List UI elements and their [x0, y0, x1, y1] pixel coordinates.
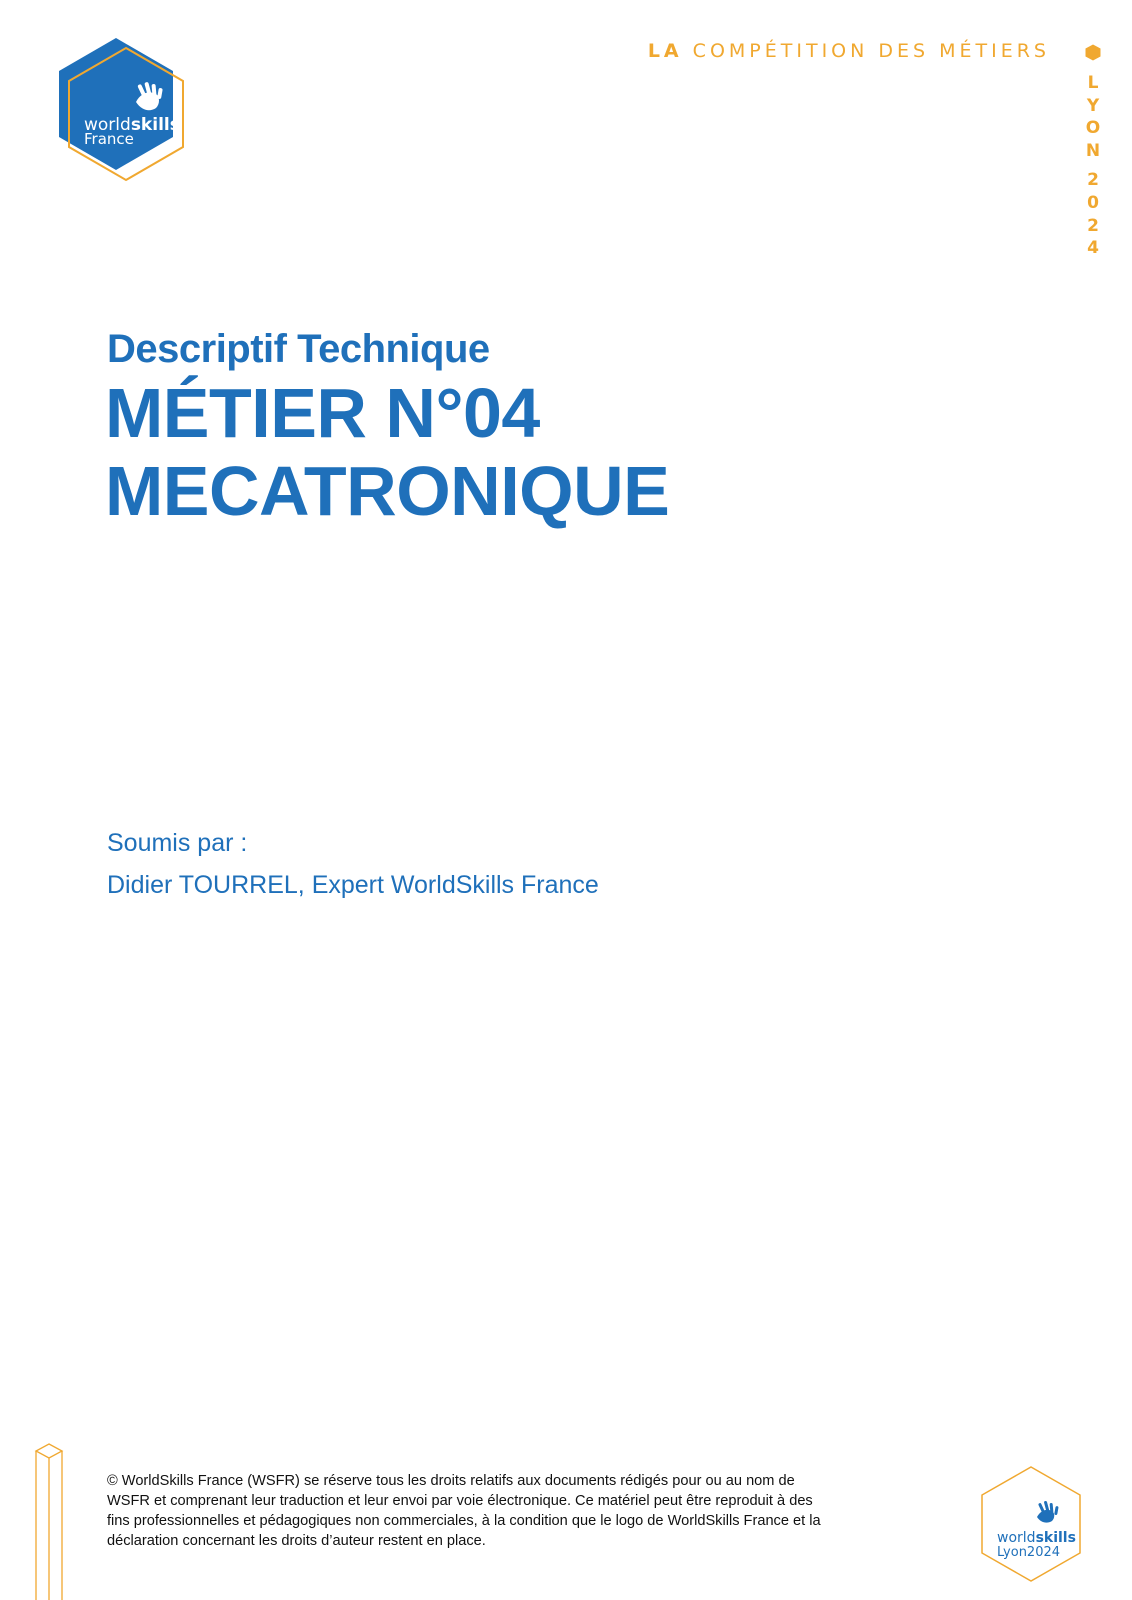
vertical-digit: 2 — [1087, 170, 1099, 191]
svg-text:worldskills — [997, 1530, 1076, 1546]
logo-top-skills: skills — [130, 115, 180, 135]
logo-top-france: France — [84, 130, 134, 148]
vertical-lyon-2024 — [1081, 72, 1105, 260]
copyright-notice: © WorldSkills France (WSFR) se réserve tous les droits relatifs aux documents rédigés pour ou au nom de WSFR et comprenant leur traduction et leur envoi par voie électronique. Ce matériel peut être reproduit à des fins professionnelles et pédagogiques non commerciales, à la condition que le logo de WorldSkills France et la déclaration concernant les droits d’auteur restent en place. — [107, 1473, 821, 1549]
submitted-label: Soumis par : — [107, 829, 248, 857]
title-line-trade-number: MÉTIER N°04 — [105, 374, 540, 452]
logo-bottom-world: world — [997, 1530, 1036, 1546]
vertical-letter: O — [1085, 118, 1101, 139]
hexagon-icon — [1085, 44, 1101, 61]
document-subtitle: Descriptif Technique — [107, 327, 490, 371]
title-line-trade-name: MECATRONIQUE — [105, 452, 670, 530]
competition-tagline — [648, 40, 1050, 62]
logo-bottom-skills: skills — [1035, 1530, 1076, 1546]
worldskills-lyon2024-logo — [979, 1465, 1083, 1583]
logo-top-world: world — [84, 115, 131, 135]
tagline-la: LA — [647, 40, 683, 62]
document-title — [105, 374, 669, 530]
vertical-letter: Y — [1086, 95, 1100, 116]
submitted-author: Didier TOURREL, Expert WorldSkills France — [107, 871, 599, 899]
vertical-digit: 2 — [1087, 215, 1099, 236]
vertical-digit: 4 — [1087, 238, 1099, 259]
vertical-digit: 0 — [1087, 192, 1099, 213]
vertical-letter: N — [1085, 140, 1101, 161]
worldskills-france-logo — [56, 36, 190, 186]
vertical-letter: L — [1087, 73, 1099, 93]
submission-block — [107, 822, 599, 906]
logo-bottom-lyon2024: Lyon2024 — [997, 1545, 1061, 1560]
tagline-rest: COMPÉTITION DES MÉTIERS — [692, 40, 1050, 62]
decorative-column — [34, 1443, 64, 1600]
